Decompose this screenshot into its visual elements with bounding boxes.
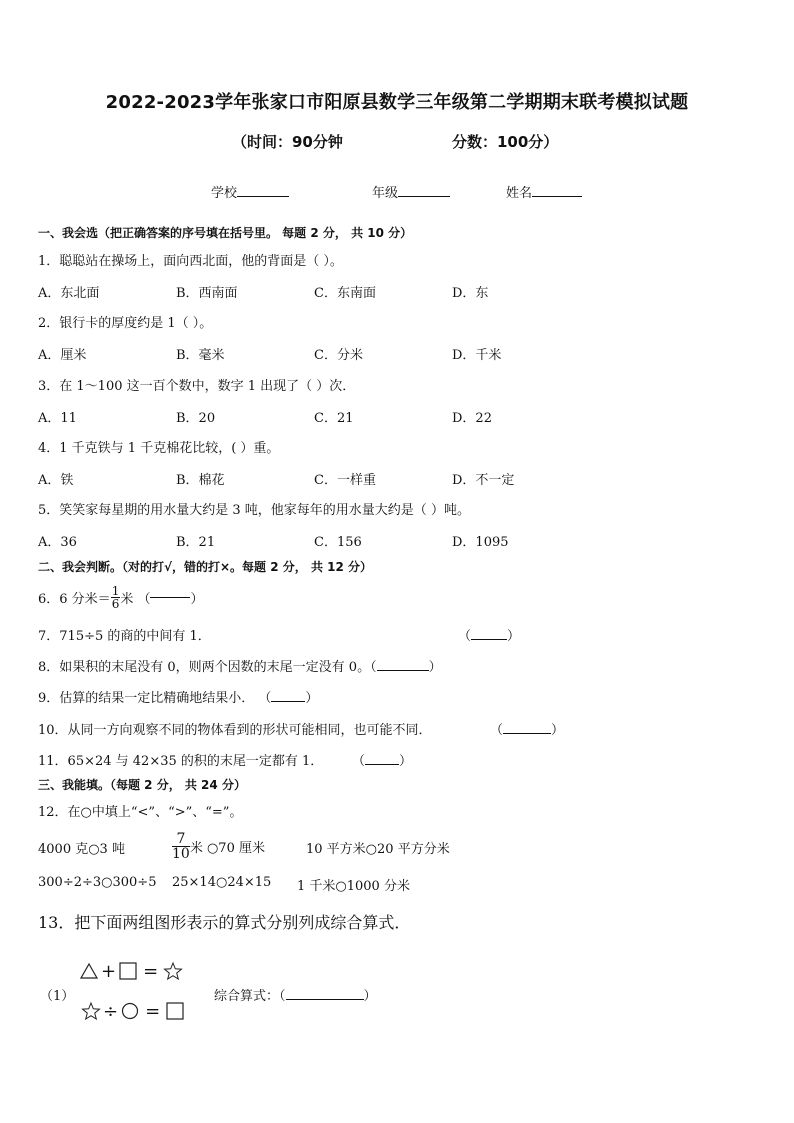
q11-close: ）	[399, 754, 413, 769]
q6-answer-blank[interactable]	[150, 597, 190, 598]
circle-icon	[121, 1002, 139, 1020]
question-5: 5．笑笑家每星期的用水量大约是 3 吨，他家每年的用水量大约是（ ）吨。	[38, 503, 470, 518]
q1-option-c[interactable]: C．东南面	[314, 286, 376, 301]
divide-sign: ÷	[103, 1000, 119, 1022]
q1-option-b[interactable]: B．西南面	[176, 286, 238, 301]
q3-option-b[interactable]: B．20	[176, 411, 216, 426]
q5-option-d[interactable]: D．1095	[452, 535, 509, 550]
q13-answer-close: ）	[363, 989, 377, 1004]
q12-item-6[interactable]: 1 千米○1000 分米	[297, 879, 410, 894]
q3-option-a[interactable]: A．11	[38, 411, 77, 426]
q12-item-4[interactable]: 300÷2÷3○300÷5	[38, 875, 157, 890]
star-icon	[164, 962, 182, 980]
q7-close: ）	[507, 629, 521, 644]
school-label: 学校	[211, 186, 238, 201]
q13-equation-1	[80, 960, 182, 982]
school-field[interactable]	[211, 182, 289, 201]
q5-option-b[interactable]: B．21	[176, 535, 216, 550]
q11-open: （	[352, 754, 366, 769]
q6-fraction	[111, 585, 121, 610]
question-1: 1．聪聪站在操场上，面向西北面，他的背面是（ ）。	[38, 254, 343, 269]
q5-option-c[interactable]: C．156	[314, 535, 362, 550]
triangle-icon	[80, 962, 98, 980]
q3-option-c[interactable]: C．21	[314, 411, 354, 426]
q4-option-b[interactable]: B．棉花	[176, 473, 225, 488]
exam-score: 分数：100分）	[452, 133, 559, 151]
q6-prefix: 6．6 分米＝	[38, 591, 111, 607]
q10-open: （	[490, 723, 504, 738]
q12-item-2[interactable]	[172, 826, 265, 866]
q13-answer[interactable]	[214, 985, 377, 1004]
page-title: 2022-2023学年张家口市阳原县数学三年级第二学期期末联考模拟试题	[105, 92, 689, 113]
q1-option-d[interactable]: D．东	[452, 286, 489, 301]
q10-answer[interactable]	[490, 719, 564, 738]
section-1-heading: 一、我会选（把正确答案的序号填在括号里。 每题 2 分， 共 10 分）	[38, 226, 413, 240]
name-label: 姓名	[506, 186, 533, 201]
q6-denominator: 6	[111, 596, 120, 611]
q8-answer-blank[interactable]	[377, 670, 429, 671]
question-12: 12．在○中填上“<”、“>”、“=”。	[38, 805, 243, 820]
q6-numerator: 1	[111, 583, 120, 598]
question-13: 13．把下面两组图形表示的算式分别列成综合算式．	[38, 913, 411, 932]
q12-item-3[interactable]: 10 平方米○20 平方分米	[306, 842, 450, 857]
q13-equation-2	[82, 1000, 184, 1022]
section-3-heading: 三、我能填。（每题 2 分， 共 24 分）	[38, 778, 246, 792]
q4-option-c[interactable]: C．一样重	[314, 473, 376, 488]
question-10: 10．从同一方向观察不同的物体看到的形状可能相同，也可能不同．	[38, 723, 432, 738]
q9-answer-blank[interactable]	[271, 701, 305, 702]
q7-answer[interactable]	[458, 625, 520, 644]
q10-close: ）	[551, 723, 565, 738]
q12-numerator: 7	[172, 832, 190, 847]
name-field[interactable]	[506, 182, 582, 201]
question-7: 7．715÷5 的商的中间有 1．	[38, 629, 211, 644]
square-icon	[166, 1002, 184, 1020]
question-8	[38, 656, 442, 675]
question-2: 2．银行卡的厚度约是 1（ ）。	[38, 316, 213, 331]
exam-time: （时间：90分钟	[232, 133, 343, 151]
q3-option-d[interactable]: D．22	[452, 411, 492, 426]
q6-close: ）	[190, 591, 204, 607]
q4-option-d[interactable]: D．不一定	[452, 473, 515, 488]
q12-item-1[interactable]: 4000 克○3 吨	[38, 842, 125, 857]
q9-close: ）	[305, 691, 319, 706]
equals-sign: =	[143, 960, 159, 982]
plus-sign: +	[101, 960, 117, 982]
q9-text: 9．估算的结果一定比精确地结果小． （	[38, 691, 272, 706]
q5-option-a[interactable]: A．36	[38, 535, 77, 550]
q2-option-b[interactable]: B．毫米	[176, 348, 225, 363]
q8-close: ）	[428, 660, 442, 675]
q1-option-a[interactable]: A．东北面	[38, 286, 100, 301]
equals-sign: =	[145, 1000, 161, 1022]
q12-item-2-text: 米 ○70 厘米	[189, 840, 265, 856]
q12-fraction	[172, 832, 190, 861]
q2-option-d[interactable]: D．千米	[452, 348, 502, 363]
q2-option-a[interactable]: A．厘米	[38, 348, 87, 363]
q11-answer[interactable]	[352, 750, 412, 769]
q6-suffix: 米 （	[120, 591, 151, 607]
square-icon	[119, 962, 137, 980]
q2-option-c[interactable]: C．分米	[314, 348, 363, 363]
question-4: 4．1 千克铁与 1 千克棉花比较，( ）重。	[38, 441, 280, 456]
grade-label: 年级	[372, 186, 399, 201]
grade-field[interactable]	[372, 182, 450, 201]
question-3: 3．在 1～100 这一百个数中，数字 1 出现了（ ）次．	[38, 379, 356, 394]
section-2-heading: 二、我会判断。（对的打√，错的打×。每题 2 分， 共 12 分）	[38, 560, 372, 574]
q12-denominator: 10	[172, 845, 190, 862]
q4-option-a[interactable]: A．铁	[38, 473, 74, 488]
q13-label: （1）	[40, 989, 75, 1004]
q13-answer-label: 综合算式：（	[214, 989, 286, 1004]
q8-text: 8．如果积的末尾没有 0，则两个因数的末尾一定没有 0。（	[38, 660, 377, 675]
q7-open: （	[458, 629, 472, 644]
question-9	[38, 687, 318, 706]
question-11: 11．65×24 与 42×35 的积的末尾一定都有 1．	[38, 754, 324, 769]
q12-item-5[interactable]: 25×14○24×15	[172, 875, 272, 890]
question-6	[38, 580, 203, 614]
star-icon	[82, 1002, 100, 1020]
